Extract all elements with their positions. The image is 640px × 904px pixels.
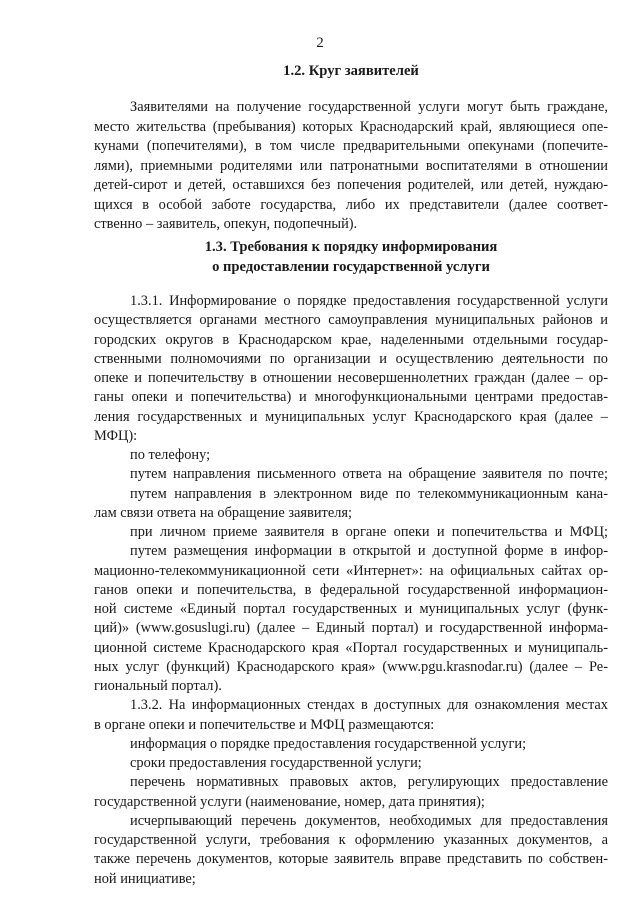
text-line: лями), приемными родителями или патронатными воспитателями в отношении <box>94 157 608 174</box>
section-1-3-body <box>94 292 608 889</box>
section-1-3-heading <box>94 238 608 277</box>
text-line: МФЦ): <box>94 427 138 444</box>
text-line: государственной услуги, требования к оформлению указанных документов, а <box>94 832 608 848</box>
text-line: государственной услуги (наименование, номер, дата принятия); <box>94 793 485 810</box>
text-line: ления государственных и муниципальных услуг Краснодарского края (далее – <box>94 408 608 425</box>
text-line: ций)» (www.gosuslugi.ru) (далее – Единый портал) и государственной информа- <box>94 620 608 637</box>
text-line: ционной системе Краснодарского края «Портал государственных и муниципаль- <box>94 639 608 656</box>
text-line: 1.3.1. Информирование о порядке предоставления государственной услуги <box>130 293 608 309</box>
text-line: информация о порядке предоставления государственной услуги; <box>130 735 527 752</box>
text-line: осуществляется органами местного самоуправления муниципальных районов и <box>94 312 608 329</box>
text-line: путем размещения информации в открытой и доступной форме в инфор- <box>130 543 608 560</box>
text-line: путем направления в электронном виде по телекоммуникационным кана- <box>130 485 608 502</box>
text-line: опеке и попечительству в отношении несовершеннолетних граждан (далее – ор- <box>94 370 608 386</box>
text-line: мационно-телекоммуникационной сети «Интернет»: на официальных сайтах ор- <box>94 562 608 579</box>
section-1-2-paragraph <box>94 98 608 235</box>
text-line: 1.3.2. На информационных стендах в доступных для ознакомления местах <box>130 697 608 714</box>
heading-line: 1.2. Круг заявителей <box>283 63 419 79</box>
text-line: исчерпывающий перечень документов, необходимых для предоставления <box>130 812 608 829</box>
text-line: городских округов в Краснодарском крае, наделенными отдельными государ- <box>94 331 608 348</box>
text-line: щихся в особой заботе государства, либо их представители (далее соответ- <box>94 196 608 213</box>
text-line: при личном приеме заявителя в органе опеки и попечительства и МФЦ; <box>130 524 608 540</box>
text-line: лам связи ответа на обращение заявителя; <box>94 504 353 521</box>
text-line: перечень нормативных правовых актов, регулирующих предоставление <box>130 774 608 791</box>
text-line: ганов опеки и попечительства, в федеральной государственной информацион- <box>94 581 608 598</box>
text-line: ственными полномочиями по организации и осуществлению деятельности по <box>94 350 608 367</box>
text-line: в органе опеки и попечительстве и МФЦ размещаются: <box>94 716 435 733</box>
text-line: детей-сирот и детей, оставшихся без попечения родителей, или детей, нуждаю- <box>94 177 608 193</box>
text-line: ной системе «Единый портал государственных и муниципальных услуг (функ- <box>94 601 608 617</box>
text-line: гиональный портал). <box>94 678 222 694</box>
text-line: сроки предоставления государственной услуги; <box>130 755 422 771</box>
text-line: кунами (попечителями), в том числе предварительными опекунами (попечите- <box>94 138 608 154</box>
text-line: ных услуг (функций) Краснодарского края» (www.pgu.krasnodar.ru) (далее – Ре- <box>94 658 608 675</box>
text-line: ганы опеки и попечительства) и многофункциональными центрами предостав- <box>94 389 608 406</box>
heading-line: о предоставлении государственной услуги <box>212 258 490 275</box>
page-number: 2 <box>316 35 324 51</box>
text-line: по телефону; <box>130 447 211 463</box>
text-line: место жительства (пребывания) которых Краснодарский край, являющиеся опе- <box>94 118 608 135</box>
text-line: путем направления письменного ответа на обращение заявителя по почте; <box>130 466 608 483</box>
heading-line: 1.3. Требования к порядку информирования <box>204 239 498 255</box>
section-1-2-heading <box>94 62 608 80</box>
text-line: Заявителями на получение государственной услуги могут быть граждане, <box>130 99 608 115</box>
text-line: ственно – заявитель, опекун, подопечный). <box>94 216 358 232</box>
text-line: ной инициативе; <box>94 870 196 887</box>
text-line: также перечень документов, которые заявитель вправе представить по собствен- <box>94 851 608 868</box>
